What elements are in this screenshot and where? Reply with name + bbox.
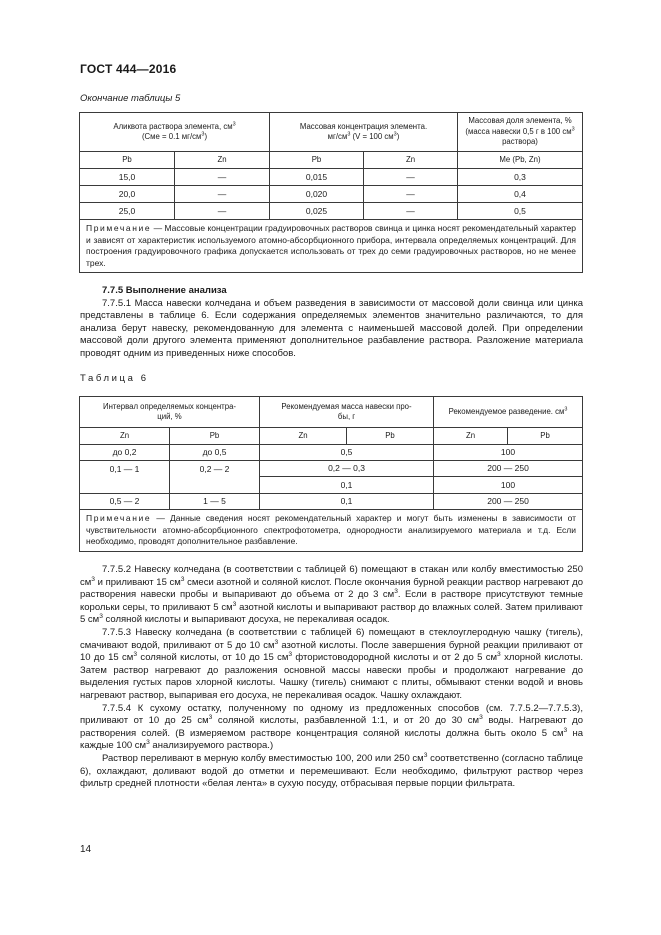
t6-sub-zn: Zn <box>434 428 508 445</box>
t6-head-dilution: Рекомендуемое разведение. $см^3$ <box>434 397 583 428</box>
t6-head-interval: Интервал определяемых концентра- ций, % <box>80 397 260 428</box>
table-cell: 20,0 <box>80 186 175 203</box>
t5-head-concentration: Массовая концентрация элемента. $мг/см^3$ (V = 100 $см^3$) <box>270 113 458 152</box>
t6-sub-pb: Pb <box>347 428 434 445</box>
table6 <box>79 396 583 552</box>
table-cell: — <box>175 169 270 186</box>
table5-note: Примечание — Массовые концентрации градуировочных растворов свинца и цинка носят рекомендательный характер и зависят от характеристик используемого атомно-абсорбционного прибора, интервала определяемых концентраций. Для построения градуировочного графика допускается использовать от трех до семи градуировочных растворов, но не менее трех. <box>80 220 583 273</box>
paragraph-7-7-5-4: 7.7.5.4 К сухому остатку, полученному по одному из предложенных способов (см. 7.7.5.2—7.7.5.3), приливают от 10 до 25 $см^3$ соляной кислоты, разбавленной 1:1, и от 20 до 30 $см^3$ воды. Нагревают до растворения солей. (В измеряемом растворе концентрация соляной кислоты должна быть около 5 $см^3$ на каждые 100 $см^3$ анализируемого раствора.) <box>80 702 584 752</box>
table-row <box>80 445 583 461</box>
table-cell: — <box>364 186 458 203</box>
table5-caption: Окончание таблицы 5 <box>80 93 181 104</box>
t5-sub-zn: Zn <box>364 152 458 169</box>
table-cell: 200 — 250 <box>434 494 583 510</box>
table-cell: 0,5 <box>458 203 583 220</box>
table-cell: 0,1 <box>260 477 434 494</box>
paragraph-dilution: Раствор переливают в мерную колбу вместимостью 100, 200 или 250 $см^3$ соответственно (согласно таблице 6), охлаждают, доливают водой до отметки и перемешивают. Если необходимо, фильтруют раствор через фильтр средней плотности «белая лента» в сухую посуду, отбрасывая первые порции фильтрата. <box>80 751 583 790</box>
t5-sub-pb: Pb <box>80 152 175 169</box>
table-cell: — <box>364 169 458 186</box>
table-cell: 0,1 — 1 <box>80 461 170 494</box>
table-cell: 0,3 <box>458 169 583 186</box>
t5-sub-me: Me (Pb, Zn) <box>458 152 583 169</box>
t6-sub-pb: Pb <box>170 428 260 445</box>
table-cell: 15,0 <box>80 169 175 186</box>
body-text <box>80 564 583 791</box>
paragraph-7-7-5-3: 7.7.5.3 Навеску колчедана (в соответствии с таблицей 6) помещают в стеклоуглеродную чашку (тигель), смачивают водой, приливают от 5 до 10 $см^3$ азотной кислоты. После завершения бурной реакции приливают от 10 до 15 $см^3$ соляной кислоты, от 10 до 15 $см^3$ фтористоводородной кислоты и от 2 до 5 $см^3$ хлорной кислоты. Затем раствор нагревают до разложения основной массы навески пробы и продолжают нагревание до выделения густых паров хлорной кислоты. Чашку (тигель) снимают с плиты, обмывают стенки водой и вновь нагревают раствор, выпаривая его досуха, не перекаливая осадок. Чашку охлаждают. <box>80 626 583 701</box>
table-row <box>80 461 583 477</box>
table-row <box>80 169 583 186</box>
table-cell: 25,0 <box>80 203 175 220</box>
section-7-7-5 <box>80 285 583 361</box>
section-title: 7.7.5 Выполнение анализа <box>102 285 227 296</box>
table-cell: 200 — 250 <box>434 461 583 477</box>
t5-sub-pb: Pb <box>270 152 364 169</box>
table-cell: — <box>364 203 458 220</box>
table-cell: 0,4 <box>458 186 583 203</box>
table-cell: 0,020 <box>270 186 364 203</box>
table6-note: Примечание — Данные сведения носят рекомендательный характер и могут быть изменены в зависимости от чувствительности атомно-абсорбционного спектрофотометра, однородности анализируемого материала и т.д. Если необходимо, проводят дополнительное разбавление. <box>80 510 583 552</box>
table-cell: 0,2 — 2 <box>170 461 260 494</box>
t6-sub-zn: Zn <box>80 428 170 445</box>
table5 <box>79 112 583 273</box>
note-label: Примечание <box>86 223 152 233</box>
table-cell: 1 — 5 <box>170 494 260 510</box>
table-cell: 0,5 <box>260 445 434 461</box>
paragraph-7-7-5-1: 7.7.5.1 Масса навески колчедана и объем разведения в зависимости от массовой доли свинца или цинка представлены в таблице 6. Если содержания определяемых элементов значительно различаются, то для анализа берут навеску, рекомендованную для элемента с наименьшей массовой долей. При определении массовой доли другого элемента применяют дополнительное разбавление раствора. Разложение материала проводят одним из приведенных ниже способов. <box>80 297 583 359</box>
document-header: ГОСТ 444—2016 <box>80 62 177 76</box>
page-number: 14 <box>80 844 92 855</box>
table-cell: 0,015 <box>270 169 364 186</box>
table-row <box>80 203 583 220</box>
table-row <box>80 494 583 510</box>
table-cell: 0,5 — 2 <box>80 494 170 510</box>
table-cell: — <box>175 203 270 220</box>
table-cell: — <box>175 186 270 203</box>
table-cell: 100 <box>434 445 583 461</box>
table-cell: 100 <box>434 477 583 494</box>
table-cell: 0,2 — 0,3 <box>260 461 434 477</box>
t5-head-aliquot: Аликвота раствора элемента, $см^3$ (Cме = 0.1 $мг/см^3$) <box>80 113 270 152</box>
note-label: Примечание <box>86 513 152 523</box>
table-cell: 0,025 <box>270 203 364 220</box>
t6-head-mass: Рекомендуемая масса навески про- бы, г <box>260 397 434 428</box>
table-cell: до 0,2 <box>80 445 170 461</box>
table-cell: 0,1 <box>260 494 434 510</box>
t6-sub-zn: Zn <box>260 428 347 445</box>
t6-sub-pb: Pb <box>508 428 583 445</box>
t5-sub-zn: Zn <box>175 152 270 169</box>
paragraph-7-7-5-2: 7.7.5.2 Навеску колчедана (в соответствии с таблицей 6) помещают в стакан или колбу вместимостью 250 $см^3$ и приливают 15 $см^3$ смеси азотной и соляной кислот. После окончания бурной реакции раствор нагревают до растворения навески пробы и выпаривают до объема от 2 до 3 $см^3$. Если в растворе присутствуют темные корольки серы, то приливают 5 $см^3$ азотной кислоты и выпаривают раствор до влажных солей. Затем приливают 5 $см^3$ соляной кислоты и выпаривают досуха, не перекаливая осадок. <box>80 564 583 626</box>
table-cell: до 0,5 <box>170 445 260 461</box>
t5-head-mass-fraction: Массовая доля элемента, % (масса навески 0,5 г в 100 $см^3$ раствора) <box>458 113 583 152</box>
table-row <box>80 186 583 203</box>
table6-caption: Таблица 6 <box>80 373 149 384</box>
